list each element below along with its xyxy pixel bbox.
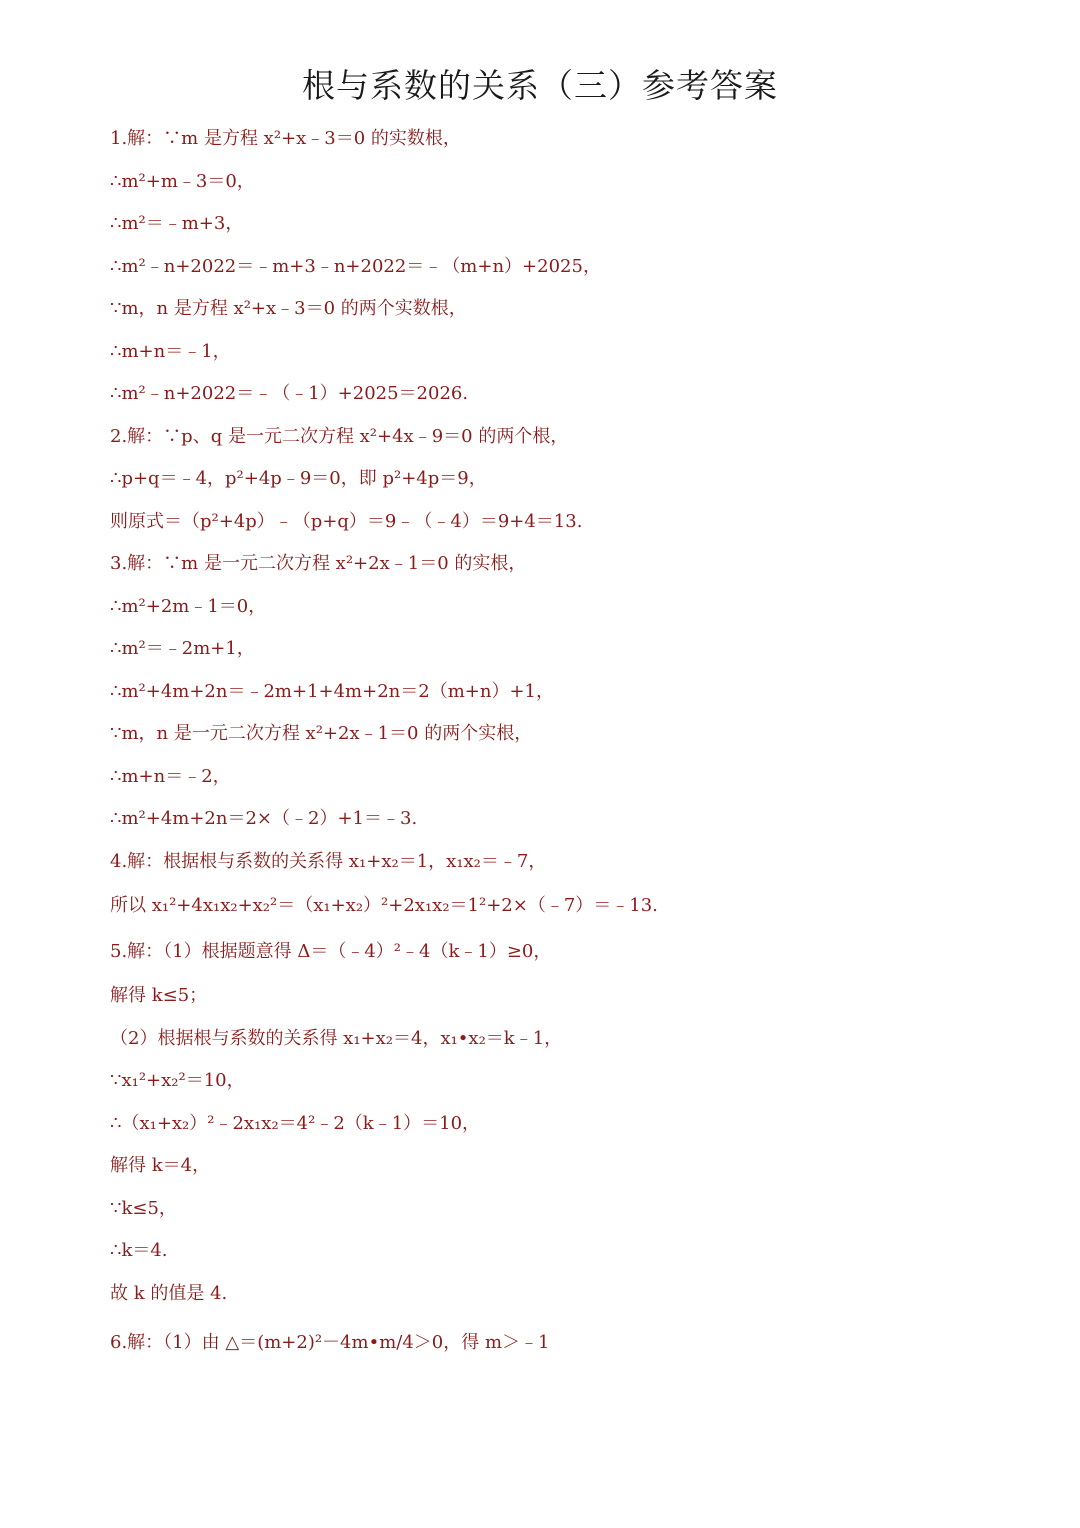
solution-lines xyxy=(110,118,1050,1371)
solution-line: ∴（x₁+x₂）²﹣2x₁x₂＝4²﹣2（k﹣1）＝10， xyxy=(110,1112,481,1134)
solution-line: ∴m²﹣n+2022＝﹣（﹣1）+2025＝2026. xyxy=(110,383,469,404)
solution-line: （2）根据根与系数的关系得 x₁+x₂＝4，x₁•x₂＝k﹣1， xyxy=(110,1027,563,1049)
solution-line: ∵x₁²+x₂²＝10， xyxy=(110,1070,245,1091)
solution-line: 解得 k＝4， xyxy=(110,1155,211,1176)
solution-line: ∵k≤5， xyxy=(110,1197,177,1219)
page-title: 根与系数的关系（三）参考答案 xyxy=(302,66,778,105)
solution-line: ∴p+q＝﹣4，p²+4p﹣9＝0，即 p²+4p＝9， xyxy=(110,468,487,489)
solution-line: ∵m，n 是一元二次方程 x²+2x﹣1＝0 的两个实根， xyxy=(110,723,533,744)
solution-line: 5.解：（1）根据题意得 Δ＝（﹣4）²﹣4（k﹣1）≥0， xyxy=(110,941,552,962)
solution-line: ∴m²＝﹣m+3， xyxy=(110,213,244,234)
solution-line: 故 k 的值是 4. xyxy=(110,1282,228,1304)
solution-line: 4.解：根据根与系数的关系得 x₁+x₂＝1，x₁x₂＝﹣7， xyxy=(110,850,547,872)
solution-line: ∴k＝4. xyxy=(110,1240,168,1261)
solution-line: 6.解：（1）由 △＝(m+2)²－4m•m/4＞0，得 m＞﹣1 xyxy=(110,1332,550,1353)
solution-line: ∴m²＝﹣2m+1， xyxy=(110,638,255,659)
solution-line: ∴m+n＝﹣2， xyxy=(110,765,231,787)
solution-line: 则原式＝（p²+4p）﹣（p+q）＝9﹣（﹣4）＝9+4＝13. xyxy=(110,510,583,532)
solution-line: 3.解：∵m 是一元二次方程 x²+2x﹣1＝0 的实根， xyxy=(110,553,527,574)
solution-line: 解得 k≤5； xyxy=(110,985,208,1006)
solution-line: ∴m²+4m+2n＝2×（﹣2）+1＝﹣3. xyxy=(110,808,418,829)
solution-line: 2.解：∵p、q 是一元二次方程 x²+4x﹣9＝0 的两个根， xyxy=(110,425,569,447)
solution-line: ∴m²﹣n+2022＝﹣m+3﹣n+2022＝﹣（m+n）+2025， xyxy=(110,255,601,277)
solution-line: ∴m+n＝﹣1， xyxy=(110,340,231,362)
solution-line: ∴m²+4m+2n＝﹣2m+1+4m+2n＝2（m+n）+1， xyxy=(110,680,554,702)
solution-line: 所以 x₁²+4x₁x₂+x₂²＝（x₁+x₂）²+2x₁x₂＝1²+2×（﹣7）＝﹣13. xyxy=(110,895,658,916)
solution-line: 1.解：∵m 是方程 x²+x﹣3＝0 的实数根， xyxy=(110,128,461,149)
solution-line: ∴m²+2m﹣1＝0， xyxy=(110,595,267,617)
solution-line: ∵m，n 是方程 x²+x﹣3＝0 的两个实数根， xyxy=(110,298,467,319)
solution-line: ∴m²+m﹣3＝0， xyxy=(110,170,255,192)
